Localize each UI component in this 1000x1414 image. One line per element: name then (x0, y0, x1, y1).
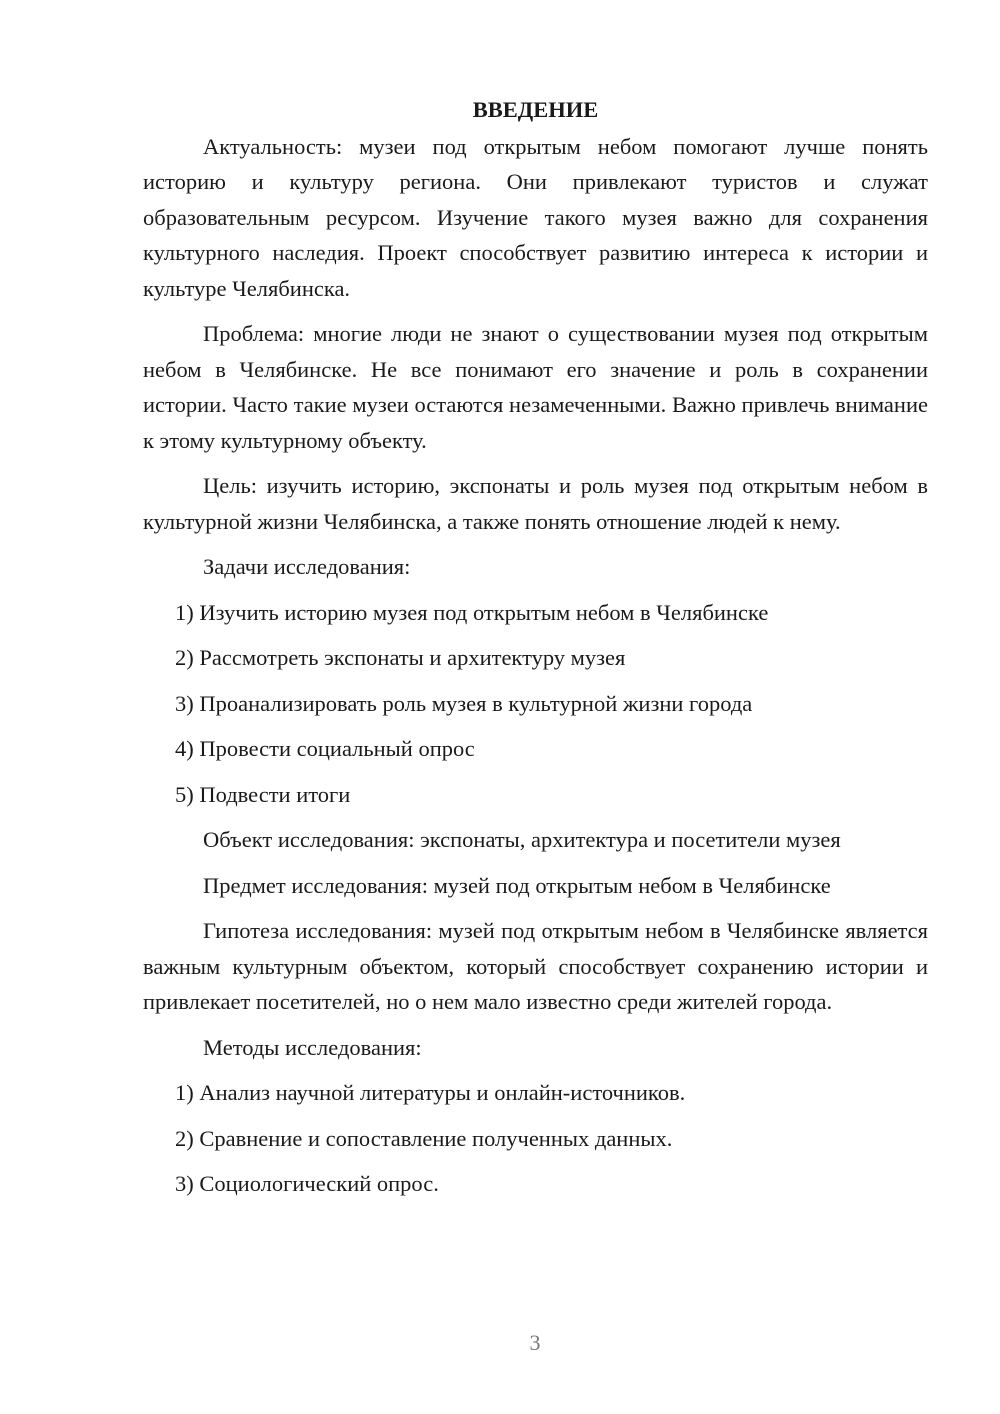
page-content (143, 92, 928, 1212)
method-item: 1) Анализ научной литературы и онлайн-источников. (175, 1080, 686, 1105)
research-object: Объект исследования: экспонаты, архитектура и посетители музея (203, 827, 841, 852)
research-subject: Предмет исследования: музей под открытым небом в Челябинске (203, 872, 831, 898)
methods-title: Методы исследования: (203, 1034, 422, 1060)
hypothesis-paragraph: Гипотеза исследования: музей под открытым небом в Челябинске является важным культурным объектом, который способствует сохранению истории и привлекает посетителей, но о нем мало известно среди жителей города. (143, 918, 928, 1014)
tasks-title: Задачи исследования: (203, 554, 411, 579)
task-item: 5) Подвести итоги (175, 781, 351, 807)
section-heading: ВВЕДЕНИЕ (472, 97, 599, 122)
method-item: 2) Сравнение и сопоставление полученных данных. (175, 1125, 673, 1151)
page-number: 3 (529, 1330, 541, 1355)
goal-paragraph: Цель: изучить историю, экспонаты и роль музея под открытым небом в культурной жизни Челябинска, а также понять отношение людей к нему. (143, 473, 928, 534)
task-item: 2) Рассмотреть экспонаты и архитектуру музея (175, 645, 626, 670)
task-item: 3) Проанализировать роль музея в культурной жизни города (175, 690, 753, 716)
problem-paragraph: Проблема: многие люди не знают о существовании музея под открытым небом в Челябинске. Не все понимают его значение и роль в сохранении истории. Часто такие музеи остаются незамеченными. Важно привлечь внимание к этому культурному объекту. (143, 321, 928, 453)
relevance-paragraph: Актуальность: музеи под открытым небом помогают лучше понять историю и культуру региона. Они привлекают туристов и служат образовательным ресурсом. Изучение такого музея важно для сохранения культурного наследия. Проект способствует развитию интереса к истории и культуре Челябинска. (143, 133, 928, 301)
task-item: 4) Провести социальный опрос (175, 736, 475, 761)
task-item: 1) Изучить историю музея под открытым небом в Челябинске (175, 599, 769, 625)
method-item: 3) Социологический опрос. (175, 1171, 439, 1196)
